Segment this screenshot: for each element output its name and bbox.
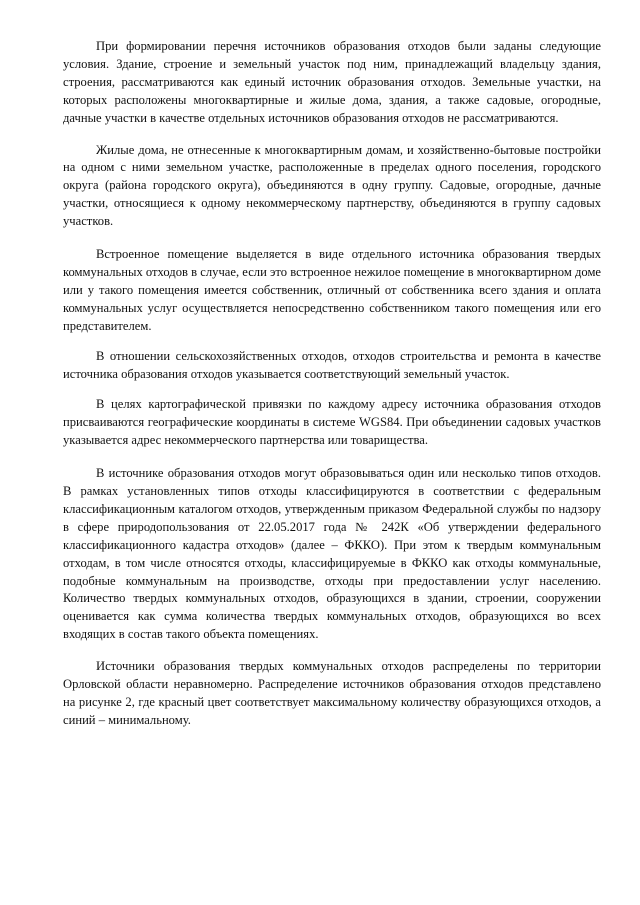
paragraph-waste-classification: В источнике образования отходов могут образовываться один или несколько типов отходов. В рамках установленных типов отходы классифицируются в соответствии с федеральным классификационным каталогом отходов, утвержденным приказом Федеральной службы по надзору в сфере природопользования от 22.05.2017 года № 242К «Об утверждении федерального классификационного кадастра отходов» (далее – ФККО). При этом к твердым коммунальным отходам, в том числе относятся отходы, классифицируемые в ФККО как отходы коммунальные, подобные коммунальным на производстве, отходы при предоставлении услуг населению. Количество твердых коммунальных отходов, образующихся в здании, строении, сооружении оценивается как сумма количества твердых коммунальных отходов, образующихся во всех входящих в состав такого объекта помещениях.: [63, 466, 601, 642]
paragraph-built-in-premises: Встроенное помещение выделяется в виде отдельного источника образования твердых коммунальных отходов в случае, если это встроенное нежилое помещение в многоквартирном доме или у такого помещения имеется собственник, отличный от собственника всего здания и оплата коммунальных услуг осуществляется непосредственно собственником такого помещения или его представителем.: [63, 247, 601, 333]
paragraph-agricultural-waste: В отношении сельскохозяйственных отходов, отходов строительства и ремонта в качестве источника образования отходов указывается соответствующий земельный участок.: [63, 348, 601, 381]
paragraph-distribution: Источники образования твердых коммунальных отходов распределены по территории Орловской области неравномерно. Распределение источников образования отходов представлено на рисунке 2, где красный цвет соответствует максимальному количеству образующихся отходов, а синий – минимальному.: [63, 659, 601, 727]
document-body: [63, 38, 601, 744]
paragraph-geographic-coordinates: В целях картографической привязки по каждому адресу источника образования отходов присваиваются географические координаты в системе WGS84. При объединении садовых участков указывается адрес некоммерческого партнерства или товарищества.: [63, 397, 601, 448]
paragraph-source-conditions: При формировании перечня источников образования отходов были заданы следующие условия. Здание, строение и земельный участок под ним, принадлежащий владельцу здания, строения, рассматриваются как единый источник образования отходов. Земельные участки, на которых расположены многоквартирные и жилые дома, здания, а также садовые, огородные, дачные участки в качестве отдельных источников образования отходов не рассматриваются.: [63, 39, 601, 125]
paragraph-residential-grouping: Жилые дома, не отнесенные к многоквартирным домам, и хозяйственно-бытовые постройки на одном с ними земельном участке, расположенные в пределах одного поселения, городского округа (района городского округа), объединяются в одну группу. Садовые, огородные, дачные участки, относящиеся к одному некоммерческому партнерству, объединяются в группу садовых участков.: [63, 142, 601, 229]
